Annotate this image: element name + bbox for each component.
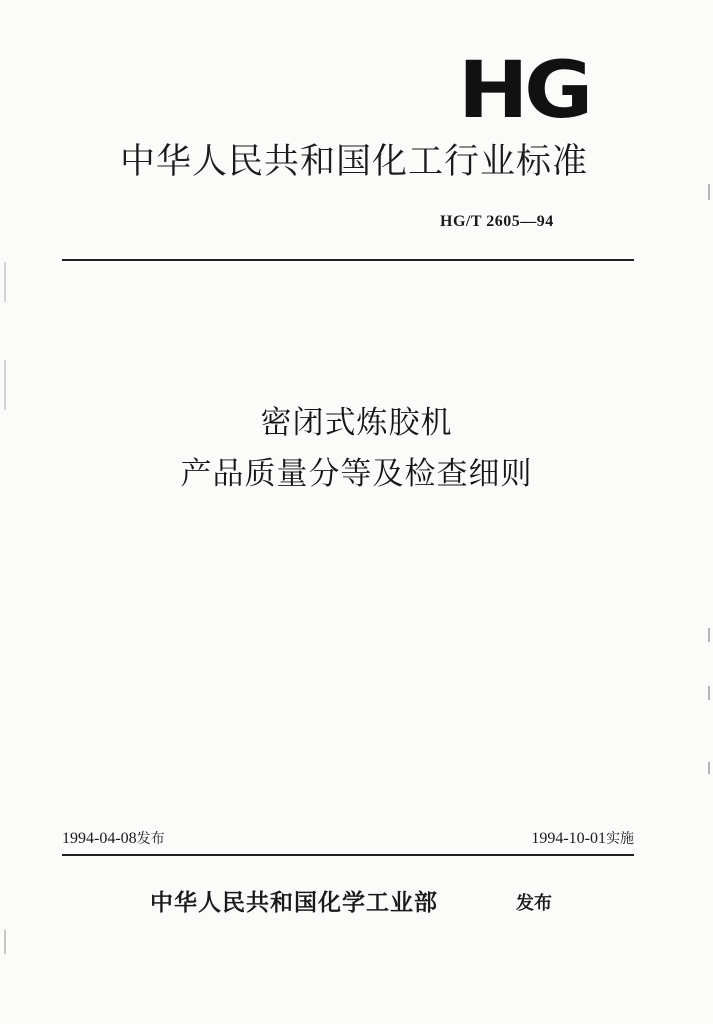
scan-artifact <box>708 762 710 774</box>
issue-date: 1994-04-08 <box>62 830 137 847</box>
publisher-action: 发布 <box>516 893 552 914</box>
document-title-line2: 产品质量分等及检查细则 <box>180 456 533 492</box>
scan-artifact <box>708 686 710 700</box>
document-title-line1: 密闭式炼胶机 <box>260 405 453 441</box>
org-title: 中华人民共和国化工行业标准 <box>120 142 589 182</box>
issue-date-block <box>62 828 165 850</box>
effective-date: 1994-10-01 <box>531 830 606 847</box>
effective-label: 实施 <box>606 831 634 847</box>
hg-logo: HG <box>458 46 590 136</box>
scan-artifact <box>4 360 6 410</box>
footer-divider <box>62 854 634 856</box>
scan-artifact <box>4 930 6 954</box>
scan-artifact <box>708 628 710 642</box>
header-divider <box>62 259 634 261</box>
publisher-name: 中华人民共和国化学工业部 <box>150 890 438 916</box>
standard-number: HG/T 2605—94 <box>440 213 554 230</box>
issue-label: 发布 <box>136 831 165 847</box>
scan-artifact <box>4 262 6 302</box>
scan-artifact <box>708 184 710 200</box>
effective-date-block <box>531 828 634 850</box>
